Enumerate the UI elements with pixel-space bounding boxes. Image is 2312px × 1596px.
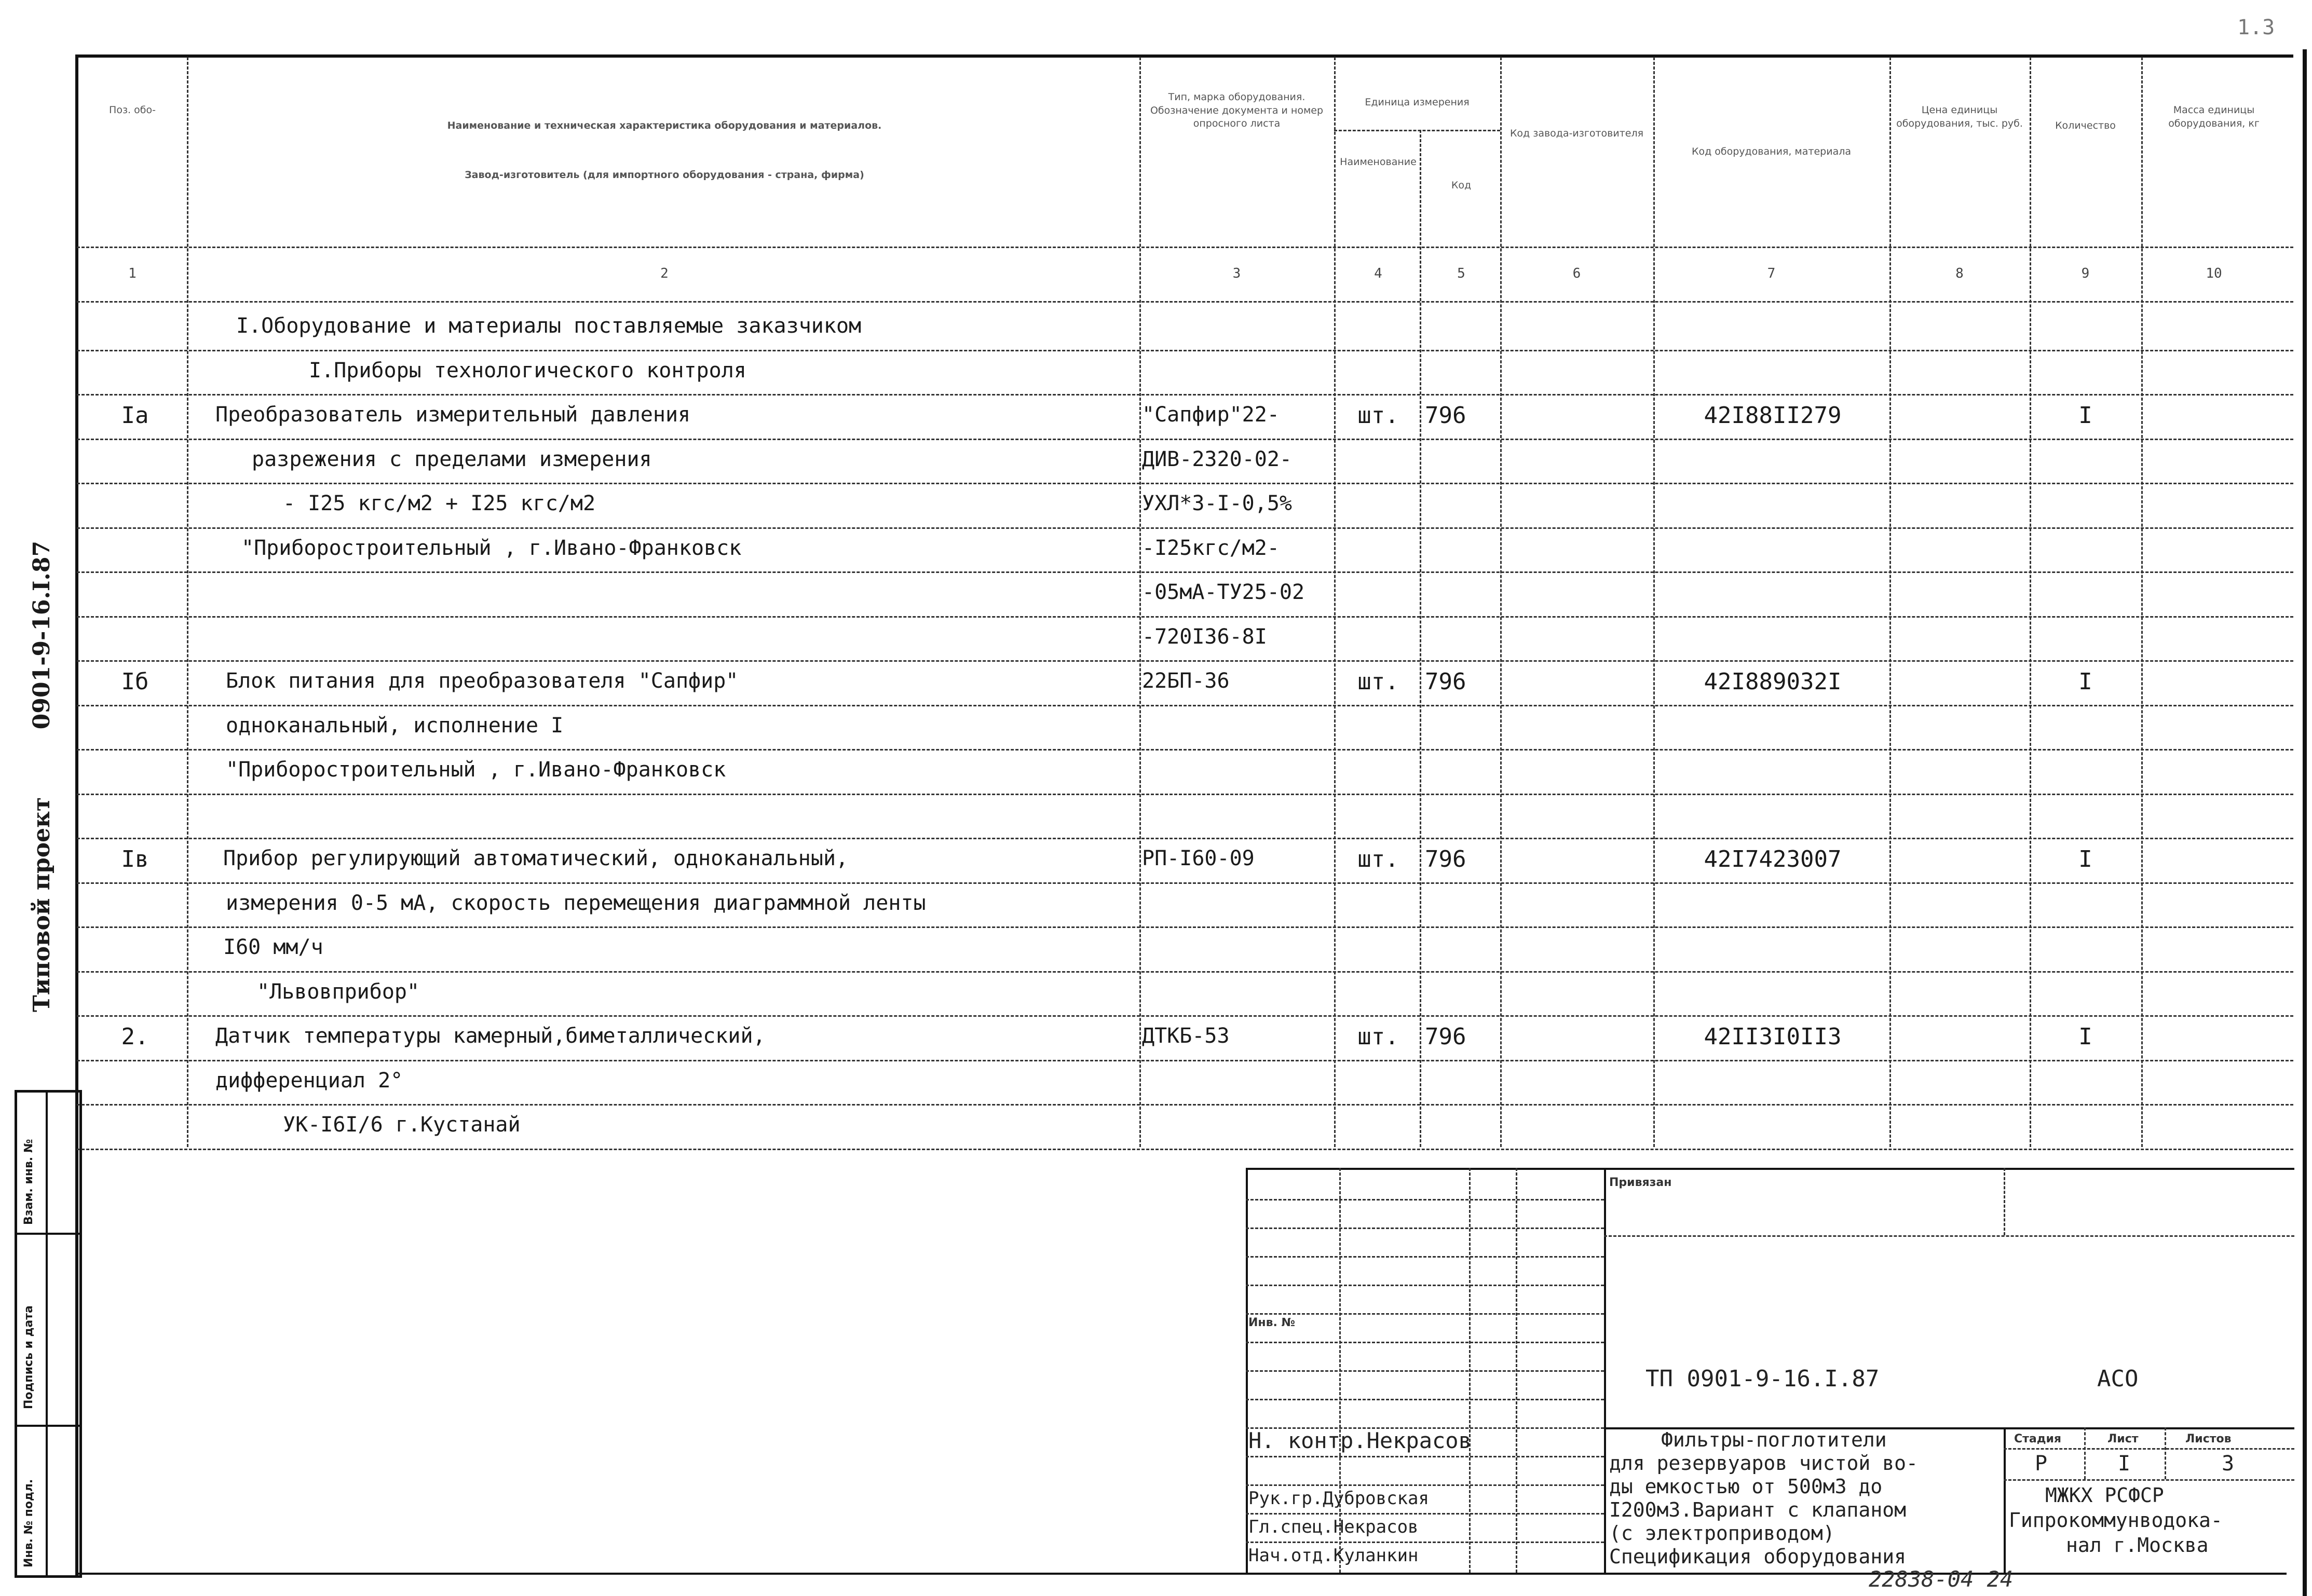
row-name: одноканальный, исполнение I [226, 713, 564, 738]
row-type: ДТКБ-53 [1142, 1024, 1230, 1048]
row-name: "Приборостроительный , г.Ивано-Франковск [241, 536, 742, 560]
stage-value: Р [2035, 1452, 2048, 1476]
row-type: -I25кгс/м2- [1142, 536, 1280, 560]
row-name: измерения 0-5 мА, скорость перемещения диаграммной ленты [226, 891, 926, 915]
row-type: РП-I60-09 [1142, 847, 1255, 870]
row-divider [77, 1149, 2293, 1150]
header-qty: Количество [2055, 120, 2116, 131]
row-name: Блок питания для преобразователя "Сапфир" [226, 669, 739, 693]
row-type: ДИВ-2320-02- [1142, 447, 1292, 471]
row-divider [77, 350, 2293, 351]
row-name: I.Приборы технологического контроля [309, 358, 746, 383]
sheet-value: I [2118, 1452, 2131, 1476]
row-divider [77, 1015, 2293, 1017]
row-divider [77, 1104, 2293, 1106]
row-pos: Iа [121, 402, 149, 429]
signature-4: Нач.отд.Куланкин [1248, 1545, 1419, 1566]
header-pos: Поз. обо- [109, 104, 156, 116]
left-stamp-box [15, 1090, 82, 1578]
header-supplier-code: Код завода-изготовителя [1509, 128, 1644, 139]
row-code: 796 [1425, 402, 1466, 429]
row-unit: шт. [1357, 1024, 1399, 1050]
row-type: "Сапфир"22- [1142, 403, 1280, 427]
row-eq-code: 42I88II279 [1704, 402, 1842, 429]
title-line-4: I200м3.Вариант с клапаном [1609, 1498, 1906, 1521]
row-unit: шт. [1357, 846, 1399, 872]
row-code: 796 [1425, 669, 1466, 695]
stamp-inv-label: Инв. № подл. [22, 1479, 35, 1567]
signature-2: Рук.гр.Дубровская [1248, 1488, 1429, 1509]
header-unit-weight: Цена единицы оборудования, тыс. руб. [1896, 104, 2023, 129]
signature-1: Н. контр.Некрасов [1248, 1428, 1472, 1453]
row-divider [77, 1060, 2293, 1061]
header-type: Тип, марка оборудования. Обозначение документа и номер опросного листа [1150, 91, 1324, 130]
signature-3: Гл.спец.Некрасов [1248, 1517, 1419, 1537]
sheets-label: Листов [2185, 1433, 2232, 1445]
inv-no-label: Инв. № [1248, 1316, 1296, 1329]
row-pos: Iб [121, 669, 149, 695]
side-project-label [29, 541, 55, 1012]
title-line-6: Спецификация оборудования [1609, 1545, 1906, 1568]
frame-left [75, 54, 78, 1575]
colnum-3: 3 [1232, 266, 1241, 281]
stage-label: Стадия [2014, 1433, 2062, 1445]
row-divider [77, 749, 2293, 751]
row-type: 22БП-36 [1142, 669, 1230, 693]
row-qty: I [2078, 669, 2092, 695]
row-name: дифференциал 2° [215, 1068, 403, 1093]
stamp-sign-label: Подпись и дата [22, 1305, 35, 1409]
row-qty: I [2078, 402, 2092, 429]
colnum-5: 5 [1457, 266, 1465, 281]
row-name: УК-I6I/6 г.Кустанай [283, 1113, 521, 1137]
header-eq-code: Код оборудования, материала [1691, 146, 1851, 157]
right-binding-line [2303, 49, 2307, 1596]
row-qty: I [2078, 1024, 2092, 1050]
sheets-value: 3 [2222, 1452, 2235, 1476]
org-line-2: Гипрокоммунводока- [2009, 1509, 2223, 1532]
privyazan-label: Привязан [1609, 1176, 1672, 1189]
colnum-2: 2 [660, 266, 669, 281]
colnum-4: 4 [1374, 266, 1382, 281]
row-divider [77, 439, 2293, 440]
colnum-10: 10 [2206, 266, 2222, 281]
row-name: "Львовприбор" [257, 979, 420, 1004]
frame-top [77, 54, 2293, 58]
row-divider [77, 705, 2293, 706]
colnum-9: 9 [2081, 266, 2090, 281]
project-code: ТП 0901-9-16.I.87 [1645, 1366, 1880, 1392]
header-name-2: Завод-изготовитель (для импортного оборудования - страна, фирма) [465, 169, 864, 181]
org-line-3: нал г.Москва [2066, 1534, 2209, 1557]
row-name: Датчик температуры камерный,биметаллический, [215, 1024, 766, 1048]
side-code-text: 0901-9-16.I.87 [29, 540, 55, 730]
section-code: АСО [2097, 1366, 2139, 1392]
page-number: 1.3 [2237, 16, 2275, 39]
row-eq-code: 42I889032I [1704, 669, 1842, 695]
row-name: "Приборостроительный , г.Ивано-Франковск [226, 758, 726, 782]
row-eq-code: 42I7423007 [1704, 846, 1842, 872]
row-divider [77, 527, 2293, 529]
title-line-2: для резервуаров чистой во- [1609, 1452, 1918, 1475]
row-divider [77, 571, 2293, 573]
title-line-1: Фильтры-поглотители [1661, 1428, 1887, 1451]
side-label-text: Типовой проект [29, 797, 55, 1012]
title-line-5: (с электроприводом) [1609, 1522, 1835, 1545]
row-divider [77, 926, 2293, 928]
row-divider [77, 882, 2293, 884]
title-line-3: ды емкостью от 500м3 до [1609, 1475, 1883, 1498]
colnum-1: 1 [128, 266, 137, 281]
row-unit: шт. [1357, 669, 1399, 695]
row-name: Прибор регулирующий автоматический, одноканальный, [223, 847, 849, 870]
row-code: 796 [1425, 846, 1466, 872]
header-unit-name: Наименование [1340, 156, 1417, 168]
row-divider [77, 616, 2293, 618]
bottom-number: 22838-04 24 [1869, 1566, 2014, 1592]
row-name: разрежения с пределами измерения [252, 447, 652, 471]
colnum-7: 7 [1767, 266, 1776, 281]
row-divider [77, 794, 2293, 795]
header-unit-code: Код [1451, 180, 1472, 191]
header-unit-group: Единица измерения [1365, 97, 1470, 108]
row-type: УХЛ*3-I-0,5% [1142, 492, 1292, 515]
row-eq-code: 42II3I0II3 [1704, 1024, 1842, 1050]
header-name-1: Наименование и техническая характеристика оборудования и материалов. [447, 120, 882, 131]
row-type: -05мА-ТУ25-02 [1142, 580, 1305, 604]
stamp-vzam-label: Взам. инв. № [22, 1139, 35, 1225]
sheet-label: Лист [2107, 1433, 2139, 1445]
row-divider [77, 838, 2293, 839]
row-pos: 2. [121, 1024, 149, 1050]
row-name: Преобразователь измерительный давления [215, 403, 691, 427]
header-mass: Масса единицы оборудования, кг [2168, 104, 2260, 129]
org-line-1: МЖКХ РСФСР [2045, 1484, 2164, 1507]
row-divider [77, 394, 2293, 395]
row-divider [77, 660, 2293, 662]
row-qty: I [2078, 846, 2092, 872]
row-name: I60 мм/ч [223, 935, 323, 959]
row-unit: шт. [1357, 402, 1399, 429]
row-divider [77, 971, 2293, 973]
row-divider [77, 483, 2293, 484]
row-code: 796 [1425, 1024, 1466, 1050]
colnum-8: 8 [1955, 266, 1964, 281]
row-pos: Iв [121, 846, 149, 872]
row-name: I.Оборудование и материалы поставляемые заказчиком [236, 314, 862, 338]
row-type: -720I36-8I [1142, 624, 1267, 649]
colnum-6: 6 [1572, 266, 1581, 281]
row-name: - I25 кгс/м2 + I25 кгс/м2 [283, 492, 596, 515]
